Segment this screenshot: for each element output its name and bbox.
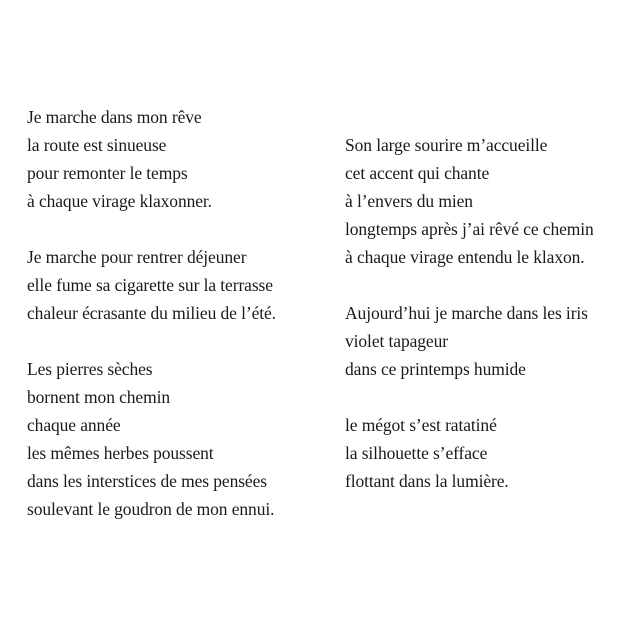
poem-line: elle fume sa cigarette sur la terrasse [27, 275, 273, 295]
poem-line: chaque année [27, 415, 121, 435]
poem-line: soulevant le goudron de mon ennui. [27, 499, 275, 519]
poem-line: chaleur écrasante du milieu de l’été. [27, 303, 276, 323]
stanza [27, 355, 327, 523]
poem-line: les mêmes herbes poussent [27, 443, 214, 463]
stanza [27, 243, 327, 327]
stanza [345, 411, 635, 495]
poem-line: la silhouette s’efface [345, 443, 488, 463]
poem-line: dans ce printemps humide [345, 359, 526, 379]
poem-line: à l’envers du mien [345, 191, 473, 211]
poem-line: bornent mon chemin [27, 387, 171, 407]
poem-line: longtemps après j’ai rêvé ce chemin [345, 219, 594, 239]
stanza [27, 103, 327, 215]
poem-line: violet tapageur [345, 331, 448, 351]
poem-line: la route est sinueuse [27, 135, 167, 155]
poem-line: Aujourd’hui je marche dans les iris [345, 303, 588, 323]
poem-right-column [345, 131, 635, 523]
stanza [345, 299, 635, 383]
poem-line: le mégot s’est ratatiné [345, 415, 497, 435]
poem-line: Les pierres sèches [27, 359, 153, 379]
poem-line: Je marche dans mon rêve [27, 107, 202, 127]
poem-line: flottant dans la lumière. [345, 471, 509, 491]
poem-line: Son large sourire m’accueille [345, 135, 548, 155]
poem-line: pour remonter le temps [27, 163, 188, 183]
poem-line: dans les interstices de mes pensées [27, 471, 267, 491]
poem-line: à chaque virage entendu le klaxon. [345, 247, 585, 267]
poem-line: à chaque virage klaxonner. [27, 191, 212, 211]
stanza [345, 131, 635, 271]
poem-left-column [27, 103, 327, 551]
poem-line: Je marche pour rentrer déjeuner [27, 247, 247, 267]
poem-line: cet accent qui chante [345, 163, 490, 183]
